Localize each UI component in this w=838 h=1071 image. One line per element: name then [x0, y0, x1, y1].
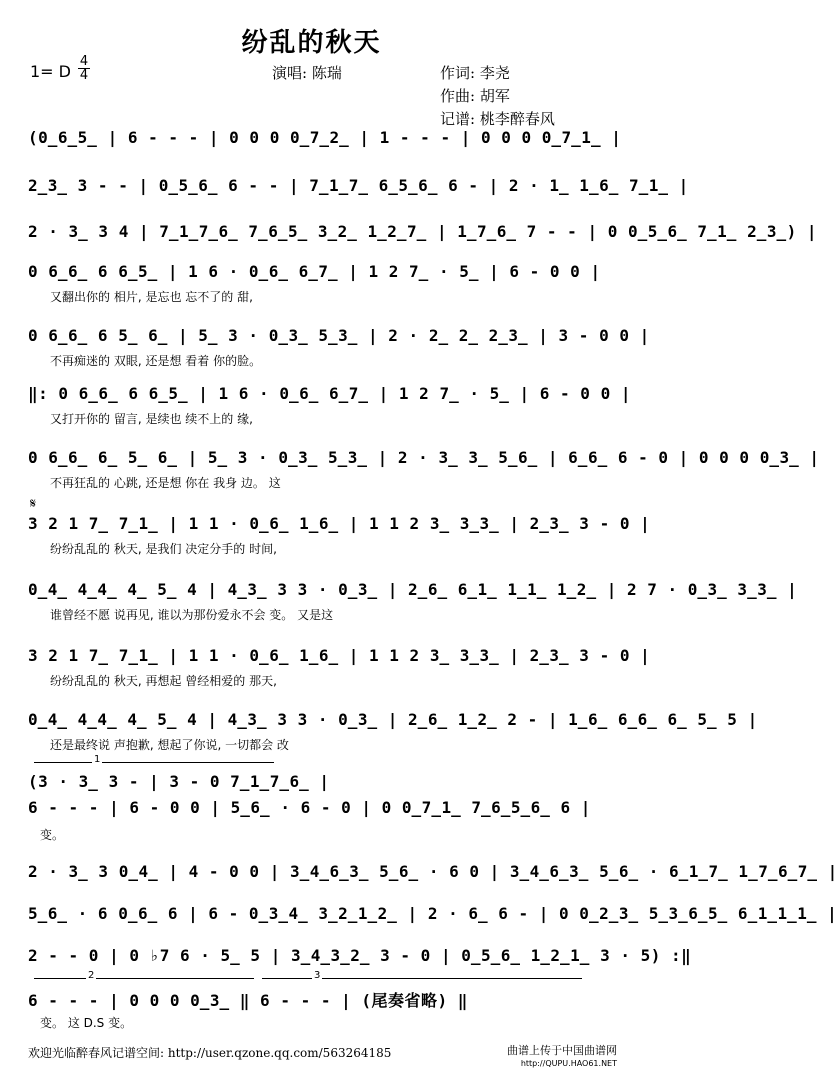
staff-row-7: 0 6̲6̲ 6̲ 5̲ 6̲ | 5̲ 3 · 0̲3̲ 5̲3̲ | 2 · 3̲ 3̲ 5̲6̲ | 6̲6̲ 6 - 0 | 0 0 0 0̲3̲ | — [28, 448, 820, 467]
lyricist-credit: 作词: 李尧 — [440, 64, 510, 82]
staff-row-15: 5̲6̲ · 6 0̲6̲ 6 | 6 - 0̲3̲4̲ 3̲2̲1̲2̲ | 2 · 6̲ 6 - | 0 0̲2̲3̲ 5̲3̲6̲5̲ 6̲1̲1̲1̲ | — [28, 904, 838, 923]
singer-credit: 演唱: 陈瑞 — [272, 64, 342, 82]
volta-1-bracket — [34, 762, 274, 763]
volta-2-label: 2 — [88, 970, 95, 981]
staff-row-9: 0̲4̲ 4̲4̲ 4̲ 5̲ 4 | 4̲3̲ 3 3 · 0̲3̲ | 2̲6̲ 6̲1̲ 1̲1̲ 1̲2̲ | 2 7 · 0̲3̲ 3̲3̲ | — [28, 580, 798, 599]
staff-row-2: 2̲3̲ 3 - - | 0̲5̲6̲ 6 - - | 7̲1̲7̲ 6̲5̲6̲ 6 - | 2 · 1̲ 1̲6̲ 7̲1̲ | — [28, 176, 689, 195]
staff-row-3: 2 · 3̲ 3 4 | 7̲1̲7̲6̲ 7̲6̲5̲ 3̲2̲ 1̲2̲7̲ | 1̲7̲6̲ 7 - - | 0 0̲5̲6̲ 7̲1̲ 2̲3̲) | — [28, 222, 817, 241]
staff-row-1: (0̲6̲5̲ | 6 - - - | 0 0 0 0̲7̲2̲ | 1 - - - | 0 0 0 0̲7̲1̲ | — [28, 128, 622, 147]
time-signature — [78, 56, 90, 81]
staff-row-10: 3 2 1 7̲ 7̲1̲ | 1 1 · 0̲6̲ 1̲6̲ | 1 1 2 3̲ 3̲3̲ | 2̲3̲ 3 - 0 | — [28, 646, 651, 665]
lyric-line-2: 不再痴迷的 双眼, 还是想 看着 你的脸。 — [50, 354, 262, 368]
site-watermark — [507, 1044, 617, 1070]
lyric-line-6: 谁曾经不愿 说再见, 谁以为那份爱永不会 变。 又是这 — [50, 608, 334, 622]
site-name: 曲谱上传于中国曲谱网 — [507, 1044, 617, 1057]
staff-row-11: 0̲4̲ 4̲4̲ 4̲ 5̲ 4 | 4̲3̲ 3 3 · 0̲3̲ | 2̲6̲ 1̲2̲ 2 - | 1̲6̲ 6̲6̲ 6̲ 5̲ 5 | — [28, 710, 758, 729]
staff-row-13: 6 - - - | 6 - 0 0 | 5̲6̲ · 6 - 0 | 0 0̲7̲1̲ 7̲6̲5̲6̲ 6 | — [28, 798, 591, 817]
lyric-line-10: 变。 这 D.S 变。 — [40, 1016, 133, 1030]
staff-row-14: 2 · 3̲ 3 0̲4̲ | 4 - 0 0 | 3̲4̲6̲3̲ 5̲6̲ · 6 0 | 3̲4̲6̲3̲ 5̲6̲ · 6̲1̲7̲ 1̲7̲6̲7̲ | — [28, 862, 838, 881]
composer-credit: 作曲: 胡军 — [440, 87, 510, 105]
lyric-line-3: 又打开你的 留言, 是续也 续不上的 缘, — [50, 412, 253, 426]
footer-welcome: 欢迎光临醉春风记谱空间: http://user.qzone.qq.com/563264185 — [28, 1046, 392, 1060]
staff-row-5: 0 6̲6̲ 6 5̲ 6̲ | 5̲ 3 · 0̲3̲ 5̲3̲ | 2 · 2̲ 2̲ 2̲3̲ | 3 - 0 0 | — [28, 326, 650, 345]
transcriber-credit: 记谱: 桃李醉春风 — [440, 110, 555, 128]
time-signature-bottom: 4 — [79, 68, 89, 83]
staff-row-16: 2 - - 0 | 0 ♭7 6 · 5̲ 5 | 3̲4̲3̲2̲ 3 - 0 | 0̲5̲6̲ 1̲2̲1̲ 3 · 5) :‖ — [28, 946, 692, 965]
volta-1-label: 1 — [94, 754, 101, 765]
key-signature: 1= D — [30, 62, 71, 81]
song-title: 纷乱的秋天 — [241, 28, 382, 58]
lyric-line-4: 不再狂乱的 心跳, 还是想 你在 我身 边。 这 — [50, 476, 281, 490]
staff-row-6: ‖: 0 6̲6̲ 6 6̲5̲ | 1 6 · 0̲6̲ 6̲7̲ | 1 2 7̲ · 5̲ | 6 - 0 0 | — [28, 384, 631, 403]
lyric-line-7: 纷纷乱乱的 秋天, 再想起 曾经相爱的 那天, — [50, 674, 277, 688]
staff-row-12: (3 · 3̲ 3 - | 3 - 0 7̲1̲7̲6̲ | — [28, 772, 330, 791]
lyric-line-9: 变。 — [40, 828, 65, 842]
staff-row-8: 3 2 1 7̲ 7̲1̲ | 1 1 · 0̲6̲ 1̲6̲ | 1 1 2 3̲ 3̲3̲ | 2̲3̲ 3 - 0 | — [28, 514, 651, 533]
lyric-line-1: 又翻出你的 相片, 是忘也 忘不了的 甜, — [50, 290, 253, 304]
time-signature-top: 4 — [79, 54, 89, 69]
volta-3-bracket — [262, 978, 582, 979]
lyric-line-8: 还是最终说 声抱歉, 想起了你说, 一切都会 改 — [50, 738, 289, 752]
lyric-line-5: 纷纷乱乱的 秋天, 是我们 决定分手的 时间, — [50, 542, 277, 556]
staff-row-4: 0 6̲6̲ 6 6̲5̲ | 1 6 · 0̲6̲ 6̲7̲ | 1 2 7̲ · 5̲ | 6 - 0 0 | — [28, 262, 601, 281]
site-url: http://QUPU.HAO61.NET — [520, 1059, 617, 1068]
volta-2-bracket — [34, 978, 254, 979]
segno-mark: 𝄋 — [30, 496, 37, 512]
staff-row-17: 6 - - - | 0 0 0 0̲3̲ ‖ 6 - - - | (尾奏省略) ‖ — [28, 991, 468, 1010]
volta-3-label: 3 — [314, 970, 321, 981]
